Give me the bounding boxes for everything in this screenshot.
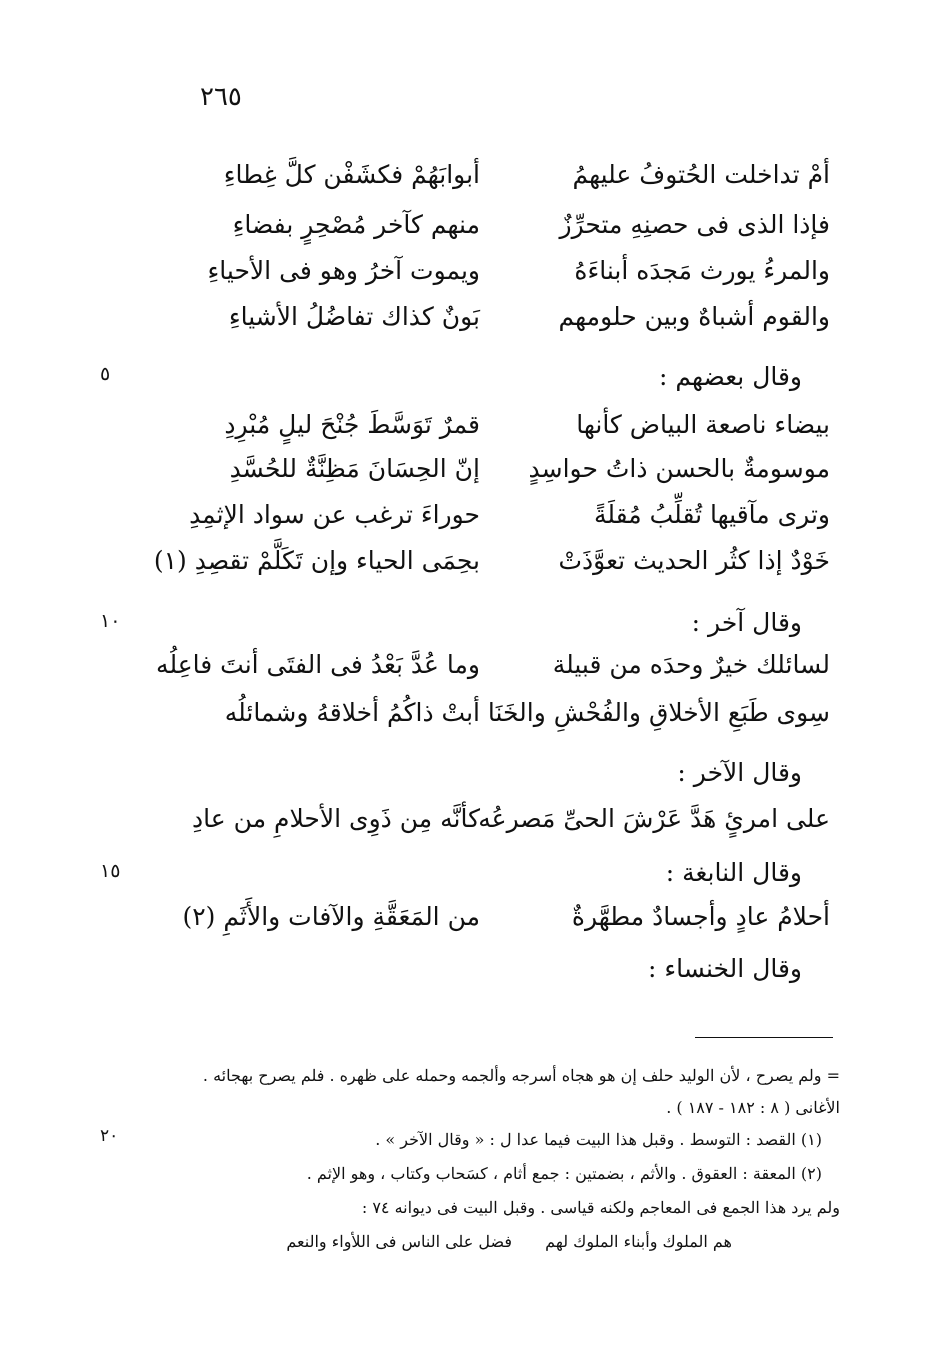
verse-first-hemistich: موسومةٌ بالحسن ذاتُ حواسِدٍ [528,454,830,483]
footnote-1: (١) القصد : التوسط . وقبل هذا البيت فيما عدا ل : « وقال الآخر » . [375,1130,822,1149]
verse-line [190,698,830,744]
verse-first-hemistich: أمْ تداخلت الحُتوفُ عليهمُ [572,160,830,189]
footnote-divider [695,1037,833,1038]
verse-first-hemistich: على امرئٍ هَدَّ عَرْشَ الحىِّ مَصرعُه [478,804,830,833]
section-heading: وقال النابغة : [665,858,802,887]
footnote-continuation: الأغانى ( ٨ : ١٨٢ - ١٨٧ ) . [666,1098,840,1117]
verse-line [190,454,830,500]
verse-first-hemistich: سِوى طَبَعِ الأخلاقِ والفُحْشِ والخَنَا [487,698,830,727]
section-heading: وقال آخر : [691,608,802,637]
verse-line [190,500,830,546]
footnote-verse-first: هم الملوك وأبناء الملوك لهم [545,1232,732,1251]
verse-line [190,256,830,302]
line-number: ١٥ [100,860,121,882]
verse-second-hemistich: ويموت آخرُ وهو فى الأحياءِ [207,256,480,285]
verse-second-hemistich: بَونٌ كذاك تفاضُلُ الأشياءِ [228,302,480,331]
verse-line [153,546,830,592]
footnote-verse-second: فضل على الناس فى اللأواء والنعم [286,1232,512,1251]
verse-first-hemistich: فإذا الذى فى حصنِهِ متحرِّزٌ [559,210,830,239]
verse-line [156,650,830,696]
verse-second-hemistich: أبتْ ذاكُمُ أخلاقهُ وشمائلُه [224,698,480,727]
section-heading: وقال بعضهم : [659,362,802,391]
verse-first-hemistich: والقوم أشباهٌ وبين حلومهم [558,302,830,331]
section-heading: وقال الخنساء : [647,954,802,983]
verse-first-hemistich: وترى مآقيها تُقلِّبُ مُقلَةً [593,500,830,529]
verse-first-hemistich: لسائلك خيرٌ وحدَه من قبيلة [552,650,830,679]
verse-second-hemistich: بحِمَى الحياء وإن تَكَلَّمْ تقصِدِ (١) [153,546,480,575]
verse-line [182,902,830,948]
verse-first-hemistich: خَوْدٌ إذا كثُر الحديث تعوَّذَتْ [558,546,830,575]
line-number: ١٠ [100,610,121,632]
verse-second-hemistich: وما عُدَّ بَعْدُ فى الفتَى أنتَ فاعِلُه [156,650,480,679]
verse-line [190,210,830,256]
verse-second-hemistich: من المَعَقَّةِ والآفات والأَثَمِ (٢) [182,902,480,931]
footnote-continuation: = ولم يصرح ، لأن الوليد حلف إن هو هجاه أسرجه وألجمه وحمله على ظهره . فلم يصرح بهجائه . [202,1066,840,1085]
verse-second-hemistich: كأنَّه مِن ذَوِى الأحلامِ من عادِ [192,804,480,833]
section-heading: وقال الآخر : [677,758,802,787]
verse-first-hemistich: أحلامُ عادٍ وأجسادٌ مطهَّرةٌ [571,902,830,931]
line-number: ٢٠ [100,1126,119,1146]
verse-line [190,804,830,850]
verse-second-hemistich: أبوابَهُمْ فكشَفْن كلَّ غِطاءِ [223,160,480,189]
verse-second-hemistich: منهم كآخر مُصْحِرٍ بفضاءِ [232,210,480,239]
verse-line [190,302,830,348]
verse-line [190,410,830,456]
page-number: ٢٦٥ [200,82,242,112]
footnote-2-continued: ولم يرد هذا الجمع فى المعاجم ولكنه قياسى . وقبل البيت فى ديوانه ٧٤ : [361,1198,840,1217]
footnote-2: (٢) المعقة : العقوق . والأثم ، بضمتين : جمع أثام ، كسَحاب وكتاب ، وهو الإثم . [306,1164,822,1183]
verse-first-hemistich: والمرءُ يورث مَجدَه أبناءَهُ [574,256,830,285]
line-number: ٥ [100,363,111,385]
verse-line [190,160,830,206]
verse-second-hemistich: حوراءَ ترغب عن سواد الإثمِدِ [189,500,480,529]
verse-second-hemistich: قمرٌ تَوَسَّطَ جُنْحَ ليلٍ مُبْرِدِ [224,410,480,439]
verse-second-hemistich: إنّ الحِسَانَ مَظِنَّةٌ للحُسَّدِ [229,454,480,483]
verse-first-hemistich: بيضاء ناصعة البياض كأنها [576,410,830,439]
